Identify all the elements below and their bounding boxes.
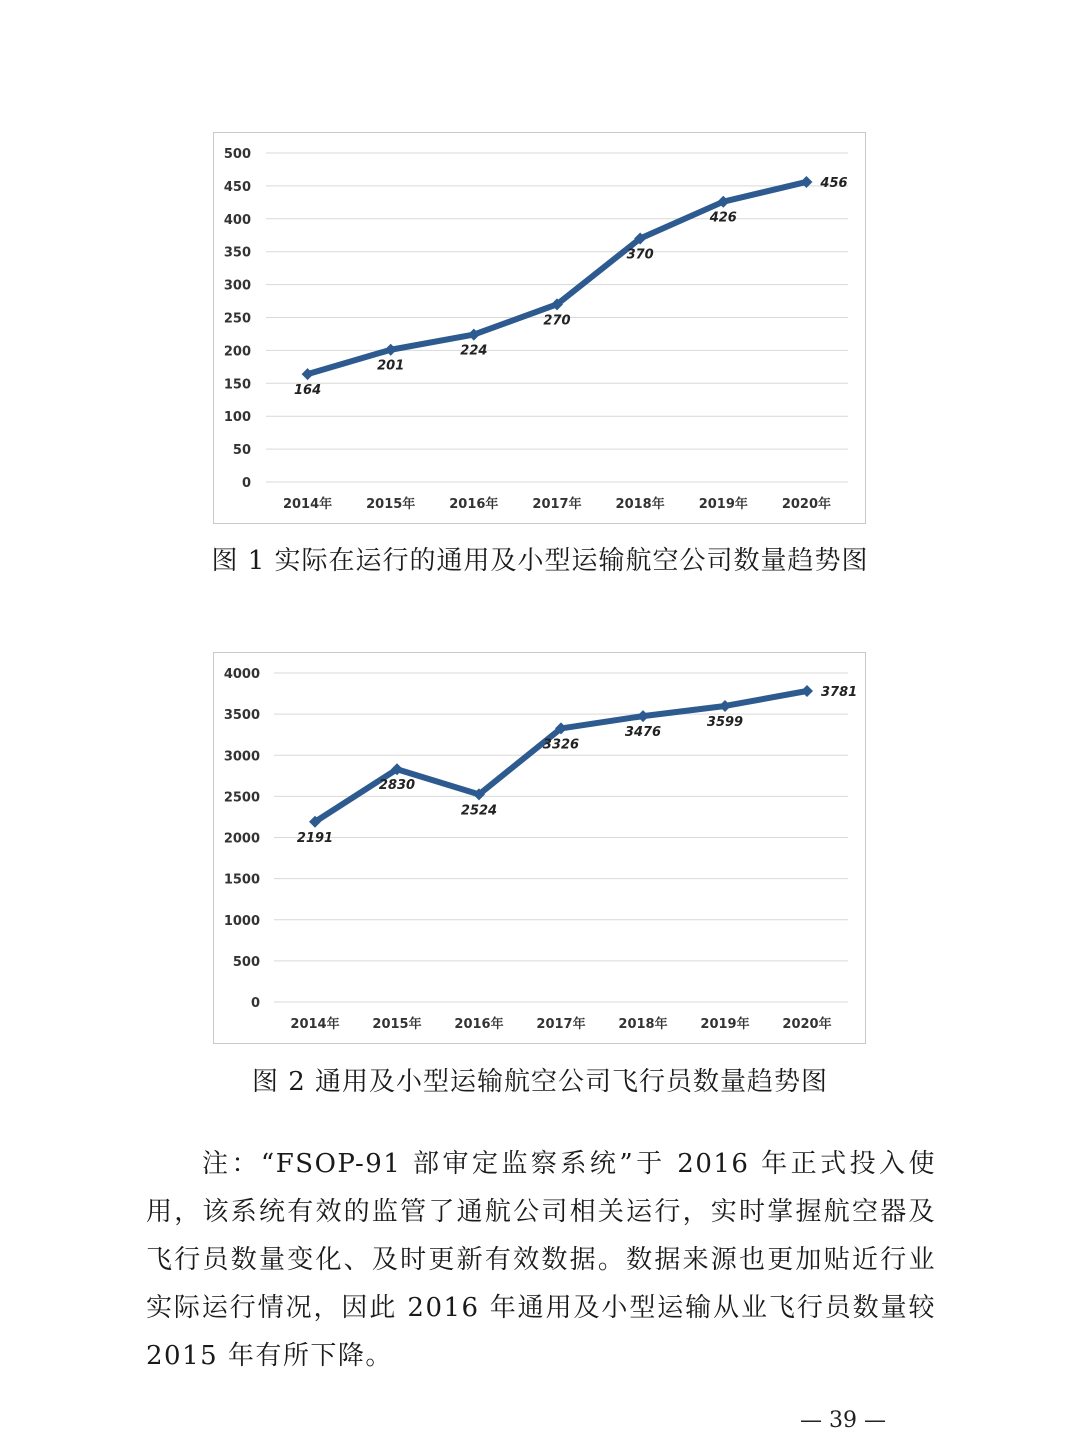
data-label: 370 [626,247,654,263]
x-tick-label: 2020年 [782,1017,832,1032]
x-tick-label: 2018年 [618,1017,668,1032]
chart-2-plot [214,653,867,1045]
y-tick-label: 2000 [223,831,260,847]
x-tick-label: 2016年 [454,1017,504,1032]
data-point [801,685,813,697]
x-tick-label: 2014年 [290,1017,340,1032]
data-label: 2524 [460,803,498,819]
y-tick-label: 1000 [223,913,260,929]
chart-1-plot [214,133,867,525]
data-point [719,700,731,712]
series-line [315,691,807,822]
y-tick-label: 3500 [223,708,260,724]
data-point [637,710,649,722]
y-tick-label: 0 [250,996,260,1011]
y-tick-label: 100 [223,410,251,426]
y-tick-label: 450 [223,179,251,195]
data-label: 164 [294,383,322,399]
chart-1 [213,132,866,524]
x-tick-label: 2018年 [615,497,665,512]
x-tick-label: 2014年 [282,497,333,512]
x-tick-label: 2017年 [536,1017,586,1032]
y-tick-label: 3000 [223,749,260,765]
note-paragraph: 注：“FSOP-91 部审定监察系统”于 2016 年正式投入使用，该系统有效的监管了通航公司相关运行，实时掌握航空器及飞行员数量变化、及时更新有效数据。数据来源也更加贴近行业实际运行情况，因此 2016 年通用及小型运输从业飞行员数量较 2015 年有所下降。 [146,1149,936,1371]
x-tick-label: 2019年 [698,497,748,512]
y-tick-label: 500 [223,147,251,162]
x-tick-label: 2020年 [781,497,832,512]
y-tick-label: 500 [232,954,260,970]
data-label: 3781 [821,685,858,701]
data-label: 3326 [542,737,580,753]
y-tick-label: 1500 [223,872,260,888]
y-tick-label: 400 [223,212,251,228]
data-label: 3599 [706,714,744,730]
data-label: 2830 [378,778,416,794]
y-tick-label: 300 [223,278,251,294]
y-tick-label: 250 [223,311,251,327]
chart-2 [213,652,866,1044]
data-label: 426 [709,210,737,226]
data-label: 224 [460,343,488,359]
y-tick-label: 150 [223,377,251,393]
x-tick-label: 2017年 [532,497,582,512]
x-tick-label: 2019年 [700,1017,750,1032]
figure-1-caption: 图 1 实际在运行的通用及小型运输航空公司数量趋势图 [211,546,869,576]
x-tick-label: 2016年 [449,497,499,512]
data-label: 456 [820,175,848,191]
y-tick-label: 50 [232,443,251,459]
y-tick-label: 2500 [223,790,260,806]
x-tick-label: 2015年 [366,497,416,512]
data-label: 2191 [296,830,334,846]
y-tick-label: 350 [223,245,251,261]
y-tick-label: 0 [241,476,251,491]
y-tick-label: 200 [223,344,251,360]
y-tick-label: 4000 [223,667,260,682]
data-label: 201 [377,358,405,374]
data-label: 3476 [624,725,662,741]
x-tick-label: 2015年 [372,1017,422,1032]
figure-2-caption: 图 2 通用及小型运输航空公司飞行员数量趋势图 [251,1067,829,1097]
data-label: 270 [543,313,571,329]
page-number: — 39 — [800,1408,886,1433]
